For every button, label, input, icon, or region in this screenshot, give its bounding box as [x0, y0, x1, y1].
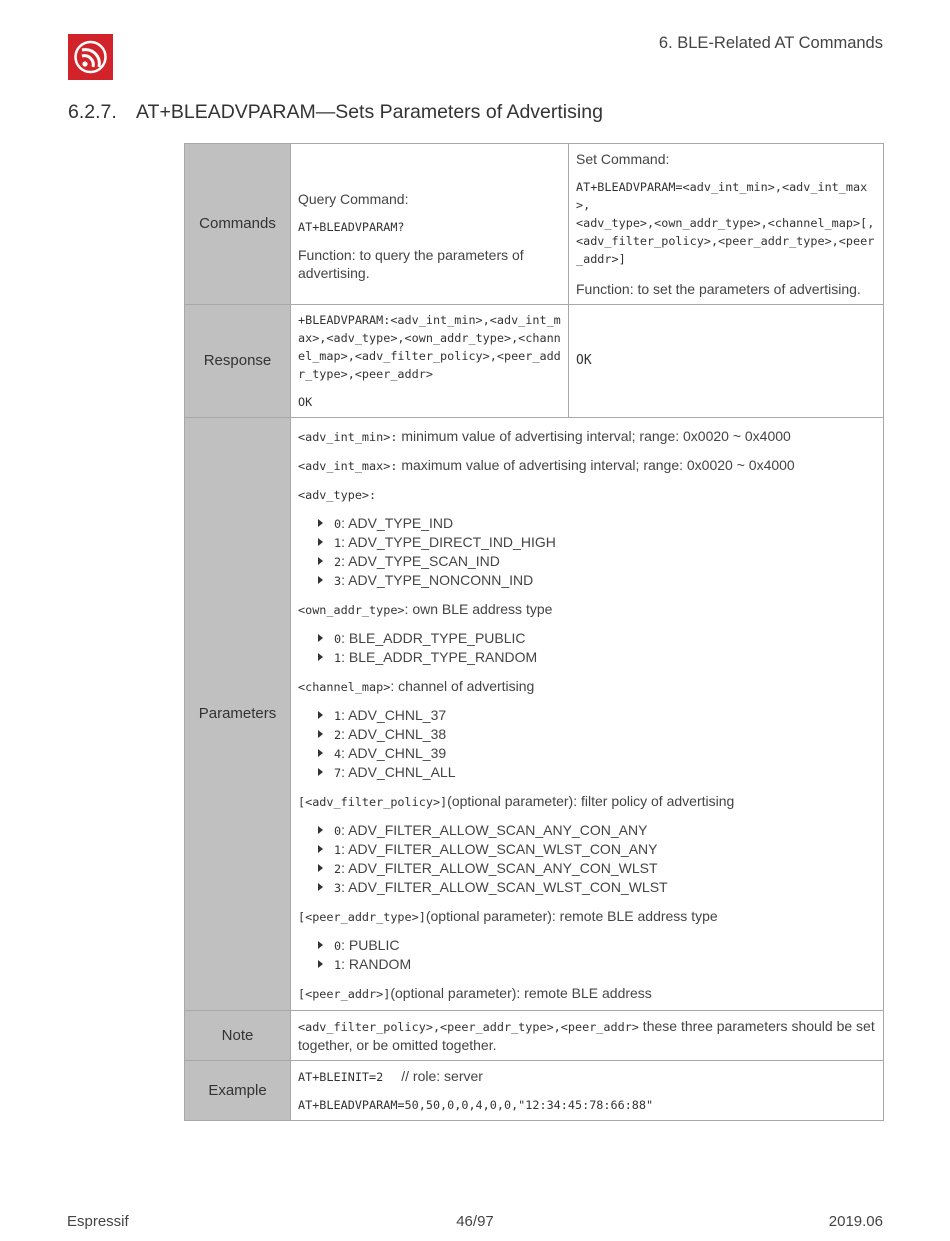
set-response-ok: OK — [576, 353, 592, 368]
option-text: : ADV_CHNL_37 — [341, 707, 447, 723]
option-text: : ADV_TYPE_IND — [341, 515, 454, 531]
bullet-triangle-icon — [318, 845, 323, 853]
param-adv-filter-policy — [298, 792, 876, 811]
list-item — [316, 763, 876, 782]
list-item — [316, 706, 876, 725]
option-code: 1 — [334, 651, 342, 665]
set-command-cell — [569, 144, 884, 305]
option-code: 0 — [334, 824, 342, 838]
option-text: : ADV_CHNL_39 — [341, 745, 447, 761]
option-code: 0 — [334, 517, 342, 531]
param-channel-map-desc: : channel of advertising — [390, 678, 535, 694]
footer-page-number: 46/97 — [456, 1213, 494, 1230]
espressif-logo-icon — [68, 34, 113, 80]
set-command-code — [576, 178, 876, 268]
adv-type-options — [298, 514, 876, 590]
bullet-triangle-icon — [318, 826, 323, 834]
note-label: Note — [185, 1011, 291, 1061]
option-code: 0 — [334, 632, 342, 646]
list-item — [316, 571, 876, 590]
channel-map-options — [298, 706, 876, 782]
param-peer-addr-desc: (optional parameter): remote BLE address — [390, 985, 652, 1001]
param-peer-addr-name: [<peer_addr>] — [298, 987, 391, 1001]
list-item — [316, 514, 876, 533]
list-item — [316, 533, 876, 552]
own-addr-type-options — [298, 629, 876, 667]
list-item — [316, 552, 876, 571]
option-code: 2 — [334, 555, 342, 569]
note-cell — [291, 1011, 884, 1061]
bullet-triangle-icon — [318, 538, 323, 546]
list-item — [316, 859, 876, 878]
param-adv-filter-policy-desc: (optional parameter): filter policy of advertising — [447, 793, 735, 809]
footer-date: 2019.06 — [828, 1213, 883, 1230]
option-code: 1 — [334, 843, 342, 857]
note-params: <adv_filter_policy>,<peer_addr_type>,<peer_addr> — [298, 1020, 639, 1034]
commands-row — [185, 144, 884, 305]
param-peer-addr-type — [298, 907, 876, 926]
list-item — [316, 648, 876, 667]
example-cell — [291, 1061, 884, 1121]
option-text: : ADV_TYPE_DIRECT_IND_HIGH — [341, 534, 556, 550]
parameters-row — [185, 418, 884, 1011]
query-response-code: +BLEADVPARAM:<adv_int_min>,<adv_int_max>,<adv_type>,<own_addr_type>,<channel_map>,<adv_filter_policy>,<peer_addr_type>,<peer_addr> — [298, 313, 561, 381]
option-text: : ADV_TYPE_SCAN_IND — [341, 553, 500, 569]
option-text: : PUBLIC — [341, 937, 400, 953]
param-channel-map — [298, 677, 876, 696]
option-code: 3 — [334, 881, 342, 895]
list-item — [316, 744, 876, 763]
set-command-code-line2: <adv_type>,<own_addr_type>,<channel_map>[,<adv_filter_policy>,<peer_addr_type>,<peer_addr>] — [576, 216, 875, 266]
param-own-addr-type — [298, 600, 876, 619]
list-item — [316, 840, 876, 859]
commands-label: Commands — [185, 144, 291, 305]
param-adv-int-max — [298, 456, 876, 475]
note-text: these three parameters should be set together, or be omitted together. — [298, 1018, 875, 1053]
bullet-triangle-icon — [318, 730, 323, 738]
param-channel-map-name: <channel_map> — [298, 680, 391, 694]
param-adv-int-min — [298, 427, 876, 446]
list-item — [316, 821, 876, 840]
param-peer-addr-type-desc: (optional parameter): remote BLE address type — [425, 908, 718, 924]
parameters-cell — [291, 418, 884, 1011]
chapter-header: 6. BLE-Related AT Commands — [658, 34, 883, 52]
option-code: 3 — [334, 574, 342, 588]
footer-company: Espressif — [67, 1213, 129, 1230]
parameters-label: Parameters — [185, 418, 291, 1011]
option-code: 0 — [334, 939, 342, 953]
param-peer-addr-type-name: [<peer_addr_type>] — [298, 910, 426, 924]
param-adv-int-max-name: <adv_int_max>: — [298, 459, 398, 473]
param-peer-addr — [298, 984, 876, 1003]
option-code: 1 — [334, 958, 342, 972]
bullet-triangle-icon — [318, 557, 323, 565]
bullet-triangle-icon — [318, 576, 323, 584]
list-item — [316, 878, 876, 897]
param-adv-filter-policy-name: [<adv_filter_policy>] — [298, 795, 448, 809]
option-text: : RANDOM — [341, 956, 412, 972]
response-label: Response — [185, 305, 291, 418]
list-item — [316, 629, 876, 648]
example-row — [185, 1061, 884, 1121]
bullet-triangle-icon — [318, 653, 323, 661]
note-row — [185, 1011, 884, 1061]
param-adv-type — [298, 485, 876, 504]
set-command-function: Function: to set the parameters of advertising. — [576, 281, 861, 297]
option-text: : ADV_TYPE_NONCONN_IND — [341, 572, 534, 588]
bullet-triangle-icon — [318, 960, 323, 968]
option-text: : ADV_FILTER_ALLOW_SCAN_ANY_CON_ANY — [341, 822, 648, 838]
option-text: : ADV_CHNL_38 — [341, 726, 447, 742]
peer-addr-type-options — [298, 936, 876, 974]
command-table — [184, 143, 884, 1121]
bullet-triangle-icon — [318, 634, 323, 642]
bullet-triangle-icon — [318, 768, 323, 776]
set-command-title: Set Command: — [576, 151, 670, 167]
option-code: 2 — [334, 862, 342, 876]
param-own-addr-type-desc: : own BLE address type — [404, 601, 553, 617]
option-text: : ADV_FILTER_ALLOW_SCAN_WLST_CON_WLST — [341, 879, 668, 895]
option-code: 1 — [334, 536, 342, 550]
bullet-triangle-icon — [318, 883, 323, 891]
bullet-triangle-icon — [318, 749, 323, 757]
bullet-triangle-icon — [318, 864, 323, 872]
option-code: 1 — [334, 709, 342, 723]
query-command-function: Function: to query the parameters of advertising. — [298, 246, 524, 281]
example-line-1 — [298, 1067, 876, 1086]
query-command-code: AT+BLEADVPARAM? — [298, 219, 405, 234]
set-command-code-line1: AT+BLEADVPARAM=<adv_int_min>,<adv_int_max>, — [576, 180, 868, 212]
option-code: 7 — [334, 766, 342, 780]
list-item — [316, 936, 876, 955]
adv-filter-policy-options — [298, 821, 876, 897]
option-code: 4 — [334, 747, 342, 761]
example-line-2: AT+BLEADVPARAM=50,50,0,0,4,0,0,"12:34:45:78:66:88" — [298, 1098, 654, 1112]
option-text: : BLE_ADDR_TYPE_RANDOM — [341, 649, 538, 665]
query-response-ok: OK — [298, 395, 313, 409]
query-command-title: Query Command: — [298, 190, 409, 207]
bullet-triangle-icon — [318, 519, 323, 527]
option-text: : ADV_FILTER_ALLOW_SCAN_ANY_CON_WLST — [341, 860, 658, 876]
example-line-1-comment: // role: server — [401, 1068, 483, 1084]
response-row — [185, 305, 884, 418]
param-adv-int-max-desc: maximum value of advertising interval; range: 0x0020 ~ 0x4000 — [397, 457, 795, 473]
param-adv-type-name: <adv_type>: — [298, 488, 377, 502]
query-command-cell — [291, 144, 569, 305]
param-adv-int-min-desc: minimum value of advertising interval; range: 0x0020 ~ 0x4000 — [397, 428, 791, 444]
query-response-cell — [291, 305, 569, 418]
set-response-cell — [569, 305, 884, 418]
section-number: 6.2.7. — [68, 101, 117, 123]
section-title-text: AT+BLEADVPARAM—Sets Parameters of Advertising — [136, 101, 603, 123]
option-code: 2 — [334, 728, 342, 742]
bullet-triangle-icon — [318, 941, 323, 949]
option-text: : ADV_CHNL_ALL — [341, 764, 456, 780]
bullet-triangle-icon — [318, 711, 323, 719]
section-title — [68, 101, 603, 124]
list-item — [316, 725, 876, 744]
example-label: Example — [185, 1061, 291, 1121]
param-adv-int-min-name: <adv_int_min>: — [298, 430, 398, 444]
option-text: : BLE_ADDR_TYPE_PUBLIC — [341, 630, 526, 646]
list-item — [316, 955, 876, 974]
example-line-1-cmd: AT+BLEINIT=2 — [298, 1070, 384, 1084]
param-own-addr-type-name: <own_addr_type> — [298, 603, 405, 617]
option-text: : ADV_FILTER_ALLOW_SCAN_WLST_CON_ANY — [341, 841, 658, 857]
